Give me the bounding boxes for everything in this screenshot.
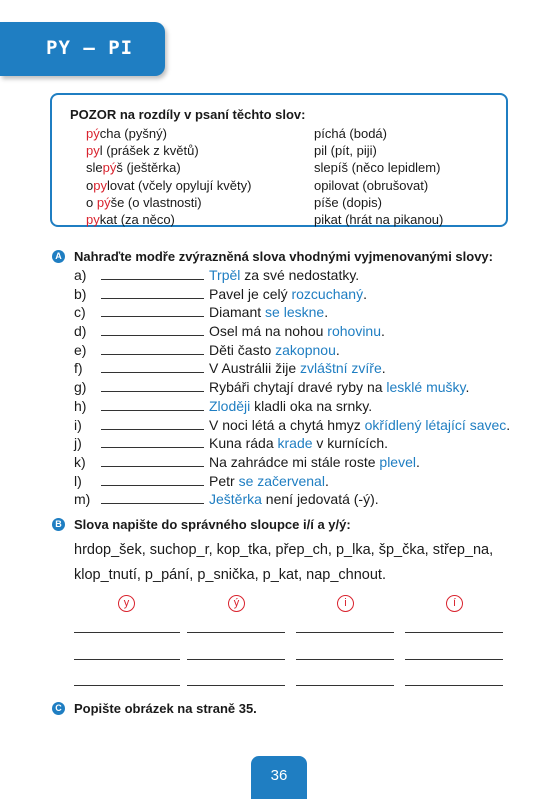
writing-line[interactable]: [405, 685, 503, 686]
item-sentence: Petr se začervenal.: [209, 472, 329, 489]
writing-line[interactable]: [187, 632, 285, 633]
pozor-right-item: píše (dopis): [314, 194, 382, 210]
item-sentence: Zloději kladli oka na srnky.: [209, 397, 373, 414]
item-sentence: Na zahrádce mi stále roste plevel.: [209, 453, 420, 470]
section-b-marker: B: [52, 518, 65, 531]
answer-blank[interactable]: [101, 298, 204, 299]
answer-blank[interactable]: [101, 447, 204, 448]
item-letter: m): [74, 491, 91, 508]
item-sentence: Osel má na nohou rohovinu.: [209, 323, 385, 340]
pozor-right-column: [314, 125, 443, 228]
item-sentence: Pavel je celý rozcuchaný.: [209, 285, 367, 302]
pozor-left-column: [86, 125, 251, 228]
words-line-2: klop_tnutí, p_pání, p_snička, p_kat, nap_chnout.: [74, 567, 386, 583]
section-a-marker: A: [52, 250, 65, 263]
pozor-left-item: pýcha (pyšný): [86, 126, 167, 141]
page-number: 36: [251, 756, 307, 799]
item-letter: l): [74, 472, 82, 489]
writing-line[interactable]: [296, 632, 394, 633]
pozor-title: POZOR na rozdíly v psaní těchto slov:: [70, 107, 306, 122]
pozor-left-item: pykat (za něco): [86, 212, 175, 228]
item-sentence: Diamant se leskne.: [209, 304, 329, 321]
item-sentence: Děti často zakopnou.: [209, 341, 340, 358]
pozor-left-item: o pýše (o vlastnosti): [86, 194, 202, 210]
pozor-right-item: opilovat (obrušovat): [314, 177, 429, 193]
answer-blank[interactable]: [101, 354, 204, 355]
writing-line[interactable]: [74, 685, 180, 686]
pozor-left-item: opylovat (včely opylují květy): [86, 177, 252, 193]
chapter-title-tab: [0, 22, 165, 76]
answer-blank[interactable]: [101, 503, 204, 504]
pozor-right-item: píchá (bodá): [314, 126, 387, 141]
column-i-long-marker: í: [446, 595, 463, 612]
writing-line[interactable]: [187, 659, 285, 660]
answer-blank[interactable]: [101, 410, 204, 411]
item-letter: d): [74, 323, 87, 340]
pozor-right-item: pil (pít, piji): [314, 143, 377, 159]
column-y-marker: y: [118, 595, 135, 612]
answer-blank[interactable]: [101, 485, 204, 486]
item-letter: a): [74, 267, 87, 283]
answer-blank[interactable]: [101, 372, 204, 373]
writing-line[interactable]: [296, 685, 394, 686]
item-letter: k): [74, 453, 86, 470]
section-c-heading: Popište obrázek na straně 35.: [74, 701, 257, 716]
item-sentence: Ještěrka není jedovatá (-ý).: [209, 491, 379, 508]
item-letter: h): [74, 397, 87, 414]
pozor-left-item: pyl (prášek z květů): [86, 143, 199, 159]
writing-line[interactable]: [405, 659, 503, 660]
item-letter: b): [74, 285, 87, 302]
column-y-long-marker: ý: [228, 595, 245, 612]
answer-blank[interactable]: [101, 316, 204, 317]
section-b-heading: Slova napište do správného sloupce i/í a y/ý:: [74, 517, 351, 532]
section-a-heading: Nahraďte modře zvýrazněná slova vhodnými vyjmenovanými slovy:: [74, 249, 493, 264]
item-letter: c): [74, 304, 86, 321]
item-letter: f): [74, 360, 83, 377]
pozor-right-item: slepíš (něco lepidlem): [314, 160, 441, 176]
writing-line[interactable]: [405, 632, 503, 633]
column-i-marker: i: [337, 595, 354, 612]
answer-blank[interactable]: [101, 279, 204, 280]
answer-blank[interactable]: [101, 429, 204, 430]
item-letter: e): [74, 341, 87, 358]
item-letter: j): [74, 435, 82, 452]
item-sentence: V noci létá a chytá hmyz okřídlený létající savec.: [209, 416, 511, 433]
item-letter: i): [74, 416, 82, 433]
item-sentence: Rybáři chytají dravé ryby na lesklé mušky.: [209, 379, 470, 396]
item-sentence: Trpěl za své nedostatky.: [209, 267, 360, 283]
words-line-1: hrdop_šek, suchop_r, kop_tka, přep_ch, p_lka, šp_čka, střep_na,: [74, 542, 494, 558]
writing-line[interactable]: [74, 659, 180, 660]
answer-blank[interactable]: [101, 466, 204, 467]
item-sentence: V Austrálii žije zvláštní zvíře.: [209, 360, 386, 377]
section-c-marker: C: [52, 702, 65, 715]
answer-blank[interactable]: [101, 335, 204, 336]
chapter-title: PY – PI: [46, 37, 134, 59]
pozor-box: [50, 93, 508, 227]
writing-line[interactable]: [74, 632, 180, 633]
item-sentence: Kuna ráda krade v kurnících.: [209, 435, 388, 452]
writing-line[interactable]: [296, 659, 394, 660]
pozor-left-item: slepýš (ještěrka): [86, 160, 181, 176]
answer-blank[interactable]: [101, 391, 204, 392]
pozor-right-item: pikat (hrát na pikanou): [314, 212, 444, 228]
writing-line[interactable]: [187, 685, 285, 686]
item-letter: g): [74, 379, 87, 396]
